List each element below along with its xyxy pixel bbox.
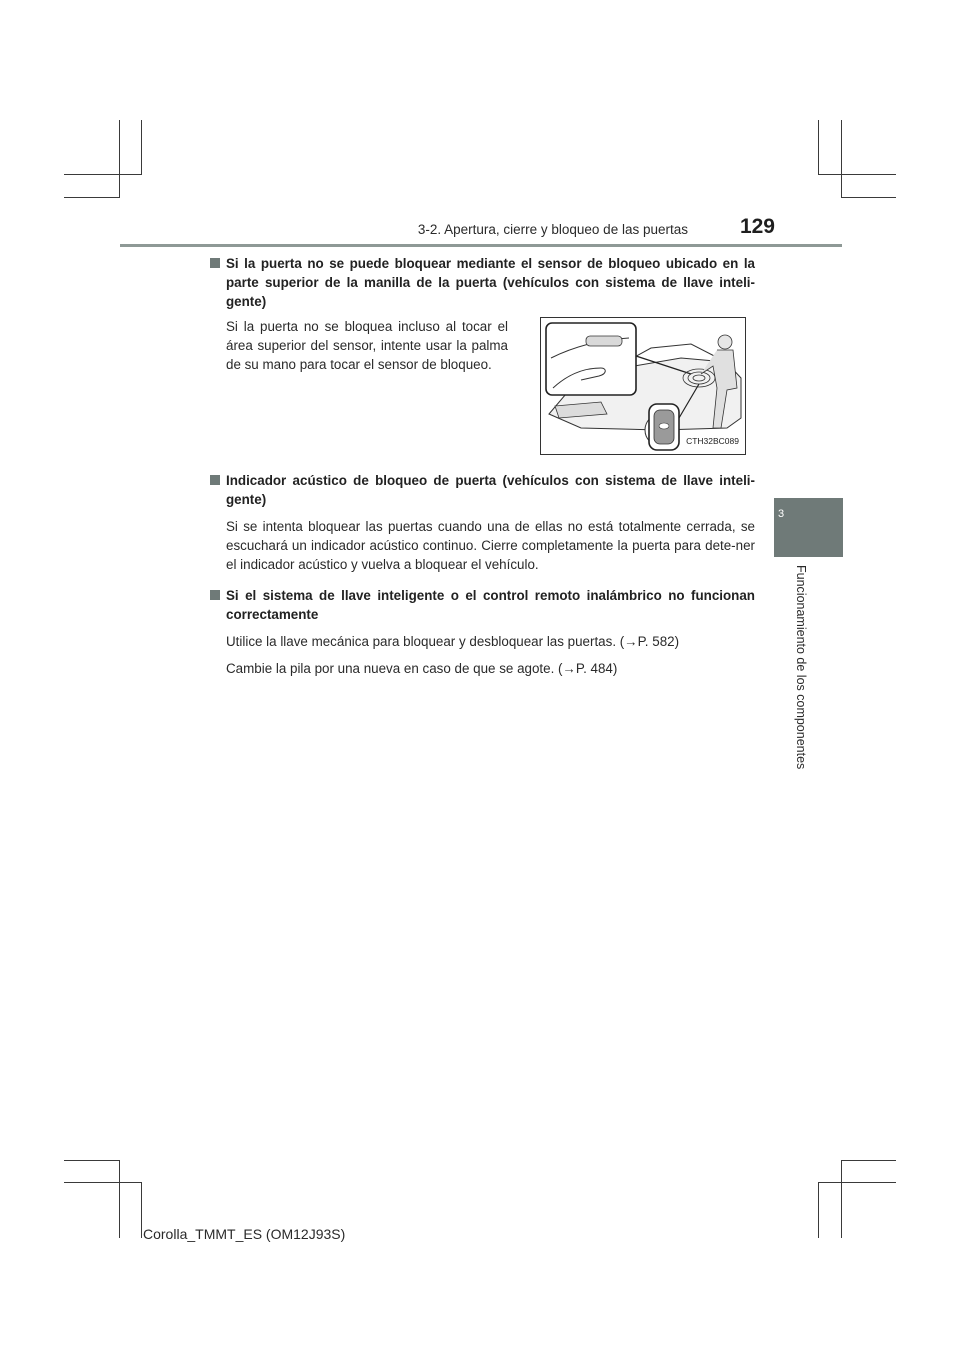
lock-sensor-illustration — [540, 317, 746, 455]
section-smart-key-malfunction — [210, 586, 755, 678]
crop-mark — [64, 197, 120, 198]
crop-mark — [119, 1160, 120, 1238]
chapter-tab — [774, 498, 843, 557]
crop-mark — [818, 1182, 819, 1238]
section-lock-sensor — [210, 254, 755, 455]
section-heading: Indicador acústico de bloqueo de puerta (vehículos con sistema de llave inteli-gente) — [210, 471, 755, 509]
body-paragraph: Cambie la pila por una nueva en caso de que se agote. (→P. 484) — [226, 661, 618, 676]
page-number: 129 — [739, 215, 775, 238]
document-id: Corolla_TMMT_ES (OM12J93S) — [143, 1226, 346, 1242]
chapter-title: Funcionamiento de los componentes — [794, 565, 808, 770]
header-rule — [120, 244, 842, 247]
section-door-lock-buzzer — [210, 471, 755, 574]
section-heading: Si la puerta no se puede bloquear mediante el sensor de bloqueo ubicado en la parte superior de la manilla de la puerta (vehículos con sistema de llave inteli-gente) — [210, 254, 755, 311]
body-paragraph: Utilice la llave mecánica para bloquear y desbloquear las puertas. (→P. 582) — [226, 634, 680, 649]
body-paragraph: Si la puerta no se bloquea incluso al tocar el área superior del sensor, intente usar la palma de su mano para tocar el sensor de bloqueo. — [226, 319, 508, 372]
main-content — [210, 254, 755, 678]
crop-mark — [841, 1160, 842, 1238]
crop-mark — [64, 1160, 120, 1161]
crop-mark — [119, 120, 120, 198]
crop-mark — [141, 1182, 142, 1238]
crop-mark — [841, 197, 896, 198]
chapter-number: 3 — [777, 508, 785, 520]
crop-mark — [818, 120, 819, 175]
section-heading: Si el sistema de llave inteligente o el control remoto inalámbrico no funcionan correctamente — [210, 586, 755, 624]
square-bullet-icon — [210, 590, 220, 600]
crop-mark — [141, 120, 142, 175]
crop-mark — [841, 120, 842, 198]
figure-code: CTH32BC089 — [686, 436, 739, 446]
crop-mark — [818, 1182, 896, 1183]
crop-mark — [64, 1182, 142, 1183]
crop-mark — [841, 1160, 896, 1161]
section-title: 3-2. Apertura, cierre y bloqueo de las puertas — [417, 222, 688, 237]
square-bullet-icon — [210, 475, 220, 485]
crop-mark — [818, 174, 896, 175]
square-bullet-icon — [210, 258, 220, 268]
body-paragraph: Si se intenta bloquear las puertas cuando una de ellas no está totalmente cerrada, se escuchará un indicador acústico continuo. Cierre completamente la puerta para dete-ner el indicador acústico y vuelva a bloquear el vehículo. — [226, 519, 755, 572]
crop-mark — [64, 174, 141, 175]
